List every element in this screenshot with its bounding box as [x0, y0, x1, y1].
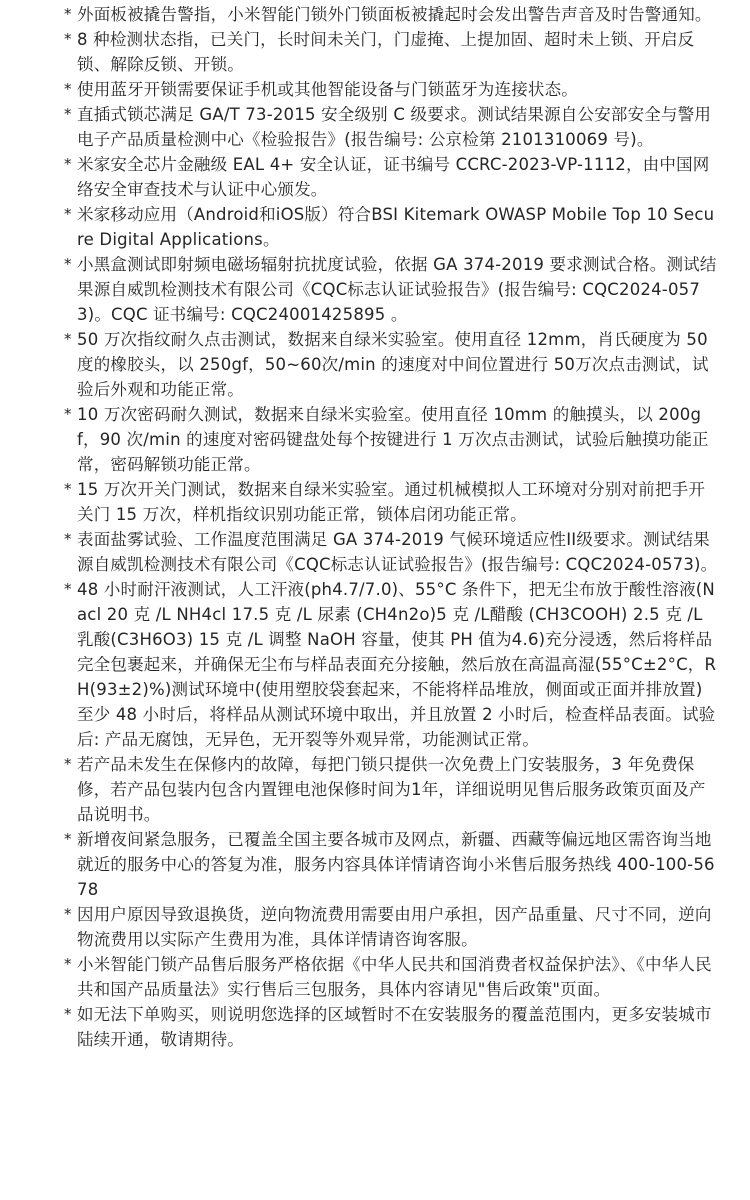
footnote-item: [0, 102, 750, 152]
footnote-item: [0, 152, 750, 202]
footnote-text: 因用户原因导致退换货，逆向物流费用需要由用户承担，因产品重量、尺寸不同，逆向物流费用以实际产生费用为准，具体详情请咨询客服。: [77, 905, 712, 949]
footnote-text: 使用蓝牙开锁需要保证手机或其他智能设备与门锁蓝牙为连接状态。: [77, 80, 578, 99]
footnote-text: 如无法下单购买，则说明您选择的区域暂时不在安装服务的覆盖范围内，更多安装城市陆续开通，敬请期待。: [77, 1005, 712, 1049]
footnote-text: 15 万次开关门测试，数据来自绿米实验室。通过机械模拟人工环境对分别对前把手开关门 15 万次，样机指纹识别功能正常，锁体启闭功能正常。: [77, 480, 706, 524]
footnote-item: [0, 527, 750, 577]
asterisk-marker: *: [64, 530, 72, 548]
asterisk-marker: *: [64, 205, 72, 223]
footnote-item: [0, 77, 750, 102]
footnote-item: [0, 327, 750, 402]
asterisk-marker: *: [64, 1005, 72, 1023]
asterisk-marker: *: [64, 155, 72, 173]
footnote-item: [0, 1002, 750, 1052]
footnote-item: [0, 402, 750, 477]
footnote-item: [0, 902, 750, 952]
footnote-text: 外面板被撬告警指，小米智能门锁外门锁面板被撬起时会发出警告声音及时告警通知。: [77, 5, 712, 24]
asterisk-marker: *: [64, 755, 72, 773]
asterisk-marker: *: [64, 955, 72, 973]
asterisk-marker: *: [64, 80, 72, 98]
footnote-item: [0, 827, 750, 902]
asterisk-marker: *: [64, 580, 72, 598]
footnote-item: [0, 27, 750, 77]
footnote-item: [0, 477, 750, 527]
footnote-text: 新增夜间紧急服务，已覆盖全国主要各城市及网点，新疆、西藏等偏远地区需咨询当地就近的服务中心的答复为准，服务内容具体详情请咨询小米售后服务热线 400-100-5678: [77, 830, 715, 899]
footnote-text: 若产品未发生在保修内的故障，每把门锁只提供一次免费上门安装服务，3 年免费保修，若产品包装内包含内置锂电池保修时间为1年，详细说明见售后服务政策页面及产品说明书。: [77, 755, 706, 824]
asterisk-marker: *: [64, 905, 72, 923]
footnote-text: 48 小时耐汗液测试，人工汗液(ph4.7/7.0)、55°C 条件下，把无尘布放于酸性溶液(Nacl 20 克 /L NH4cl 17.5 克 /L 尿素 (CH4n2o)5 克 /L醋酸 (CH3COOH) 2.5 克 /L乳酸(C3H6O3) 15 克 /L 调整 NaOH 容量，使其 PH 值为4.6)充分浸透，然后将样品完全包裹起来，并确保无尘布与样品表面充分接触，然后放在高温高湿(55°C±2°C，RH(93±2)%)测试环境中(使用塑胶袋套起来，不能将样品堆放，侧面或正面并排放置)至少 48 小时后，将样品从测试环境中取出，并且放置 2 小时后，检查样品表面。试验后: 产品无腐蚀，无异色，无开裂等外观异常，功能测试正常。: [77, 580, 717, 749]
asterisk-marker: *: [64, 255, 72, 273]
footnote-item: [0, 577, 750, 752]
footnote-item: [0, 2, 750, 27]
footnote-item: [0, 952, 750, 1002]
footnotes-list: [0, 2, 750, 1200]
footnote-item: [0, 752, 750, 827]
footnote-text: 直插式锁芯满足 GA/T 73-2015 安全级别 C 级要求。测试结果源自公安部安全与警用电子产品质量检测中心《检验报告》(报告编号: 公京检第 2101310069 号)。: [77, 105, 712, 149]
footnote-item: [0, 252, 750, 327]
asterisk-marker: *: [64, 480, 72, 498]
asterisk-marker: *: [64, 105, 72, 123]
footnote-text: 小米智能门锁产品售后服务严格依据《中华人民共和国消费者权益保护法》、《中华人民共和国产品质量法》实行售后三包服务，具体内容请见"售后政策"页面。: [77, 955, 712, 999]
footnote-text: 小黑盒测试即射频电磁场辐射抗扰度试验，依据 GA 374-2019 要求测试合格。测试结果源自威凯检测技术有限公司《CQC标志认证试验报告》(报告编号: CQC2024-0573)。CQC 证书编号: CQC24001425895 。: [77, 255, 717, 324]
asterisk-marker: *: [64, 30, 72, 48]
asterisk-marker: *: [64, 830, 72, 848]
asterisk-marker: *: [64, 5, 72, 23]
asterisk-marker: *: [64, 330, 72, 348]
footnote-text: 10 万次密码耐久测试，数据来自绿米实验室。使用直径 10mm 的触摸头，以 200gf，90 次/min 的速度对密码键盘处每个按键进行 1 万次点击测试，试验后触摸功能正常，密码解锁功能正常。: [77, 405, 709, 474]
footnote-text: 米家安全芯片金融级 EAL 4+ 安全认证，证书编号 CCRC-2023-VP-1112，由中国网络安全审查技术与认证中心颁发。: [77, 155, 710, 199]
footnote-text: 米家移动应用（Android和iOS版）符合BSI Kitemark OWASP Mobile Top 10 Secure Digital Applications。: [77, 205, 715, 249]
footnote-text: 表面盐雾试验、工作温度范围满足 GA 374-2019 气候环境适应性II级要求。测试结果源自威凯检测技术有限公司《CQC标志认证试验报告》(报告编号: CQC2024-0573)。: [77, 530, 718, 574]
footnote-item: [0, 202, 750, 252]
asterisk-marker: *: [64, 405, 72, 423]
footnote-text: 50 万次指纹耐久点击测试，数据来自绿米实验室。使用直径 12mm，肖氏硬度为 50 度的橡胶头，以 250gf，50~60次/min 的速度对中间位置进行 50万次点击测试，试验后外观和功能正常。: [77, 330, 709, 399]
footnote-text: 8 种检测状态指，已关门，长时间未关门，门虚掩、上提加固、超时未上锁、开启反锁、解除反锁、开锁。: [77, 30, 695, 74]
